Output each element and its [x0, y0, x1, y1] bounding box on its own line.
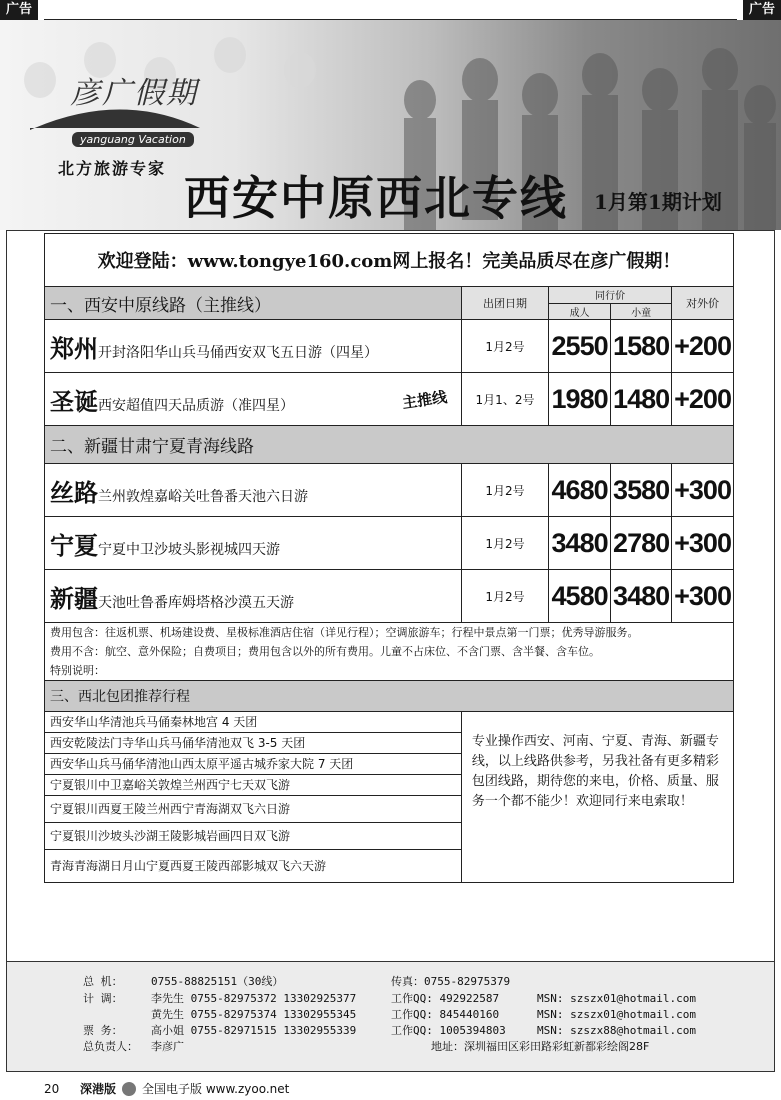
header-banner	[0, 20, 781, 230]
child-price: 1480	[611, 373, 672, 426]
route-city: 圣诞	[50, 386, 98, 416]
route-description: 西安超值四天品质游（准四星）	[98, 397, 294, 414]
external-price: +300	[672, 464, 734, 517]
national-edition-link[interactable]: 全国电子版 www.zyoo.net	[142, 1082, 290, 1096]
external-price: +300	[672, 517, 734, 570]
route-row[interactable]	[45, 320, 734, 373]
section2-header-row	[45, 426, 734, 464]
welcome-row	[45, 234, 734, 287]
manager-name: 李彦广	[151, 1040, 184, 1053]
ad-label-left: 广告	[0, 0, 38, 20]
route-city: 宁夏	[50, 530, 98, 560]
child-price: 1580	[611, 320, 672, 373]
contact-row-ticketing	[7, 1023, 774, 1038]
package-item[interactable]: 西安乾陵法门寺华山兵马俑华清池双飞 3-5 天团	[45, 733, 461, 754]
contact-row-planner-1	[7, 991, 774, 1006]
route-date: 1月2号	[461, 320, 548, 373]
route-date: 1月2号	[461, 464, 548, 517]
route-description: 开封洛阳华山兵马俑西安双飞五日游（四星）	[98, 344, 378, 361]
route-date: 1月1、2号	[461, 373, 548, 426]
route-row[interactable]	[45, 373, 734, 426]
plan-label: 1月第1期计划	[594, 190, 722, 214]
contact-label: 总负责人：	[83, 1040, 138, 1053]
ticketing-phone[interactable]: 高小姐 0755-82971515 13302955339	[151, 1024, 357, 1037]
package-item[interactable]: 青海青海湖日月山宁夏西夏王陵西部影城双飞六天游	[50, 859, 327, 873]
package-item[interactable]: 宁夏银川西夏王陵兰州西宁青海湖双飞六日游	[45, 796, 461, 823]
adult-price: 3480	[549, 517, 611, 570]
contact-label: 总 机：	[83, 975, 123, 988]
edition-mark-icon	[122, 1082, 136, 1096]
route-table	[44, 233, 734, 883]
special-notes: 特别说明：	[50, 664, 105, 677]
route-city: 丝路	[50, 477, 98, 507]
route-row[interactable]	[45, 464, 734, 517]
adult-price: 4580	[549, 570, 611, 623]
contact-row-manager	[7, 1039, 774, 1054]
page-footer	[0, 1078, 781, 1100]
external-price: +300	[672, 570, 734, 623]
external-price-header: 对外价	[672, 287, 734, 320]
adult-header: 成人	[549, 303, 611, 320]
package-item[interactable]: 宁夏银川沙坡头沙湖王陵影城岩画四日双飞游	[45, 823, 461, 850]
contact-label: 计 调：	[83, 992, 123, 1005]
switchboard-number[interactable]: 0755-88825151（30线）	[151, 975, 284, 988]
planner-qq: 工作QQ: 845440160	[391, 1008, 500, 1021]
notes-row	[45, 623, 734, 681]
package-description: 专业操作西安、河南、宁夏、青海、新疆专线，以上线路供参考，另我社备有更多精彩包团线路，期待您的来电，价格、质量、服务一个都不能少！欢迎同行来电索取！	[461, 712, 733, 883]
adult-price: 1980	[549, 373, 611, 426]
brand-logo: 彦广假期	[70, 76, 198, 111]
route-row[interactable]	[45, 570, 734, 623]
contact-row-switchboard	[7, 974, 774, 989]
package-list	[45, 712, 461, 882]
featured-stamp: 主推线	[400, 387, 449, 413]
route-row[interactable]	[45, 517, 734, 570]
section2-title: 二、新疆甘肃宁夏青海线路	[45, 426, 734, 464]
package-item[interactable]: 宁夏银川中卫嘉峪关敦煌兰州西宁七天双飞游	[45, 775, 461, 796]
peer-price-header: 同行价	[549, 287, 672, 304]
date-header: 出团日期	[461, 287, 548, 320]
fee-excluded: 费用不含：航空、意外保险；自费项目；费用包含以外的所有费用。儿童不占床位、不含门票、含半餐、含车位。	[50, 645, 600, 658]
section1-title: 一、西安中原线路（主推线）	[45, 287, 462, 320]
brand-tagline: 北方旅游专家	[58, 159, 167, 178]
fax-number: 传真：0755-82975379	[391, 975, 511, 988]
planner-qq: 工作QQ: 492922587	[391, 992, 500, 1005]
package-item[interactable]: 西安华山兵马俑华清池山西太原平遥古城乔家大院 7 天团	[45, 754, 461, 775]
page-title: 西安中原西北专线	[184, 171, 568, 225]
contact-block	[6, 962, 775, 1072]
adult-price: 4680	[549, 464, 611, 517]
section3-header-row	[45, 681, 734, 712]
planner-phone[interactable]: 黄先生 0755-82975374 13302955345	[151, 1008, 357, 1021]
section1-header-row	[45, 287, 734, 304]
ad-label-right: 广告	[743, 0, 781, 20]
office-address: 地址：深圳福田区彩田路彩虹新都彩绘阁28F	[431, 1040, 650, 1053]
external-price: +200	[672, 320, 734, 373]
route-date: 1月2号	[461, 570, 548, 623]
brand-logo-subtitle: yanguang Vacation	[72, 132, 194, 147]
route-city: 郑州	[50, 333, 98, 363]
contact-row-planner-2	[7, 1007, 774, 1022]
child-price: 3480	[611, 570, 672, 623]
planner-msn[interactable]: MSN: szszx01@hotmail.com	[537, 1008, 696, 1021]
welcome-banner[interactable]: 欢迎登陆：www.tongye160.com网上报名！完美品质尽在彦广假期！	[45, 234, 734, 287]
edition-label: 深港版	[80, 1082, 117, 1096]
package-row	[45, 712, 734, 883]
ticketing-msn[interactable]: MSN: szszx88@hotmail.com	[537, 1024, 696, 1037]
child-header: 小童	[611, 303, 672, 320]
child-price: 2780	[611, 517, 672, 570]
contact-label: 票 务：	[83, 1024, 123, 1037]
logo-mountain-icon	[30, 109, 200, 130]
adult-price: 2550	[549, 320, 611, 373]
planner-msn[interactable]: MSN: szszx01@hotmail.com	[537, 992, 696, 1005]
route-description: 天池吐鲁番库姆塔格沙漠五天游	[98, 594, 294, 611]
package-item[interactable]: 西安华山华清池兵马俑秦林地宫 4 天团	[45, 712, 461, 733]
route-description: 兰州敦煌嘉峪关吐鲁番天池六日游	[98, 488, 308, 505]
section3-title: 三、西北包团推荐行程	[45, 681, 734, 712]
route-city: 新疆	[50, 583, 98, 613]
fee-included: 费用包含：往返机票、机场建设费、星极标准酒店住宿（详见行程）；空调旅游车；行程中景点第一门票；优秀导游服务。	[50, 626, 639, 639]
external-price: +200	[672, 373, 734, 426]
ticketing-qq: 工作QQ: 1005394803	[391, 1024, 506, 1037]
child-price: 3580	[611, 464, 672, 517]
page-number: 20	[44, 1082, 60, 1096]
planner-phone[interactable]: 李先生 0755-82975372 13302925377	[151, 992, 357, 1005]
route-description: 宁夏中卫沙坡头影视城四天游	[98, 541, 280, 558]
route-date: 1月2号	[461, 517, 548, 570]
